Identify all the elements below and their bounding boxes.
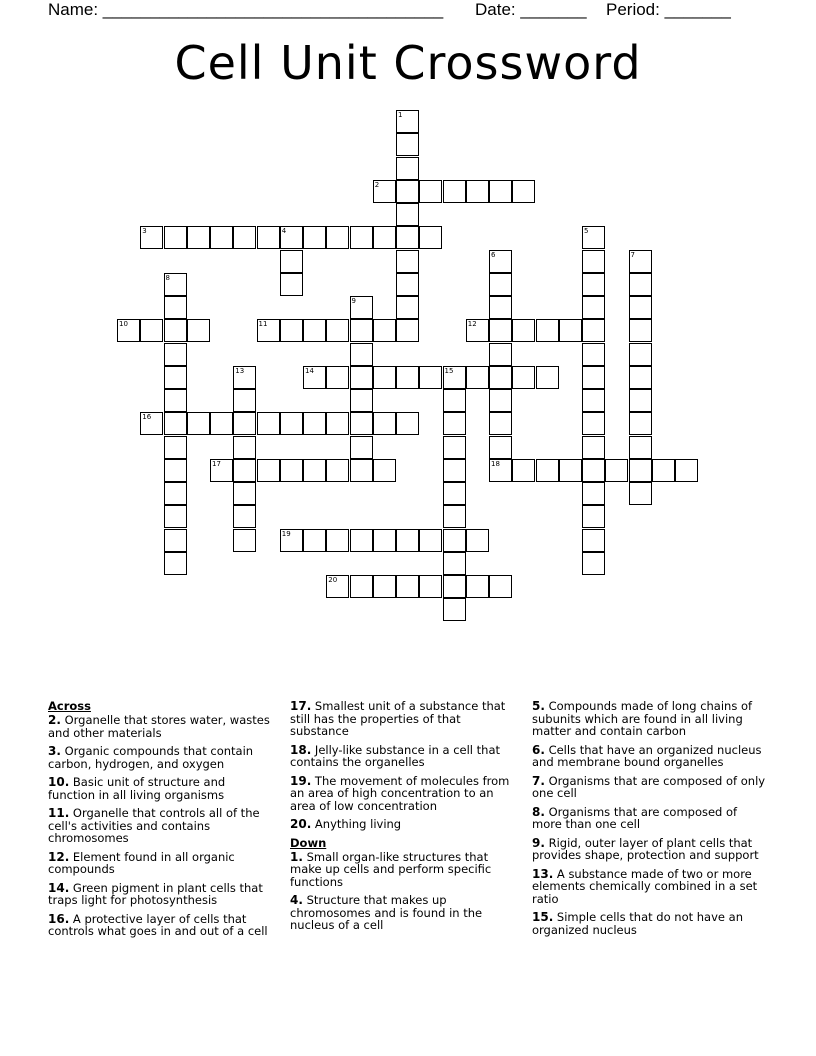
grid-cell[interactable] — [536, 459, 559, 482]
grid-cell[interactable] — [396, 110, 419, 133]
grid-cell[interactable] — [419, 529, 442, 552]
down-clue-list — [290, 851, 518, 932]
grid-cell[interactable] — [396, 273, 419, 296]
clue-text: Cells that have an organized nucleus and membrane bound organelles — [532, 742, 762, 769]
clue-item — [532, 911, 770, 936]
grid-cell[interactable] — [629, 412, 652, 435]
grid-cell[interactable] — [280, 459, 303, 482]
clue-text: Organisms that are composed of more than one cell — [532, 804, 738, 831]
grid-cell[interactable] — [629, 343, 652, 366]
clue-number: 9. — [532, 835, 545, 850]
clue-number: 1. — [290, 849, 303, 864]
across-clue-list-continued — [290, 700, 518, 831]
clue-text: Organelle that stores water, wastes and other materials — [48, 713, 270, 740]
grid-cell[interactable] — [140, 226, 163, 249]
grid-cell[interactable] — [373, 529, 396, 552]
grid-cell[interactable] — [629, 459, 652, 482]
grid-cell[interactable] — [233, 482, 256, 505]
grid-cell[interactable] — [443, 436, 466, 459]
clues-column-1 — [48, 700, 273, 944]
grid-cell[interactable] — [303, 319, 326, 342]
grid-cell[interactable] — [489, 459, 512, 482]
grid-cell[interactable] — [489, 343, 512, 366]
clue-number: 11. — [48, 806, 70, 820]
clue-text: Organisms that are composed of only one cell — [532, 773, 766, 800]
clue-number-label: 16 — [142, 413, 152, 422]
across-clue-list — [48, 714, 273, 938]
grid-cell[interactable] — [164, 482, 187, 505]
grid-cell[interactable] — [140, 412, 163, 435]
clue-number: 18. — [290, 742, 312, 757]
grid-cell[interactable] — [350, 389, 373, 412]
clue-item — [532, 775, 770, 800]
grid-cell[interactable] — [582, 343, 605, 366]
grid-cell[interactable] — [396, 296, 419, 319]
grid-cell[interactable] — [489, 575, 512, 598]
grid-cell[interactable] — [629, 366, 652, 389]
grid-cell[interactable] — [419, 366, 442, 389]
clue-number-label: 11 — [258, 320, 268, 329]
clue-number: 6. — [532, 742, 545, 757]
grid-cell[interactable] — [582, 482, 605, 505]
clue-item — [290, 894, 518, 932]
across-heading: Across — [48, 699, 91, 713]
grid-cell[interactable] — [466, 366, 489, 389]
clue-item — [532, 744, 770, 769]
clue-item — [48, 913, 273, 938]
clue-number: 15. — [532, 910, 554, 924]
grid-cell[interactable] — [280, 273, 303, 296]
clue-text: Smallest unit of a substance that still has the properties of that substance — [290, 699, 506, 738]
grid-cell[interactable] — [326, 412, 349, 435]
grid-cell[interactable] — [629, 296, 652, 319]
grid-cell[interactable] — [350, 366, 373, 389]
clue-number: 12. — [48, 849, 70, 864]
grid-cell[interactable] — [466, 575, 489, 598]
grid-cell[interactable] — [164, 273, 187, 296]
grid-cell[interactable] — [582, 389, 605, 412]
grid-cell[interactable] — [164, 226, 187, 249]
grid-cell[interactable] — [396, 366, 419, 389]
grid-cell[interactable] — [629, 319, 652, 342]
grid-cell[interactable] — [559, 319, 582, 342]
grid-cell[interactable] — [350, 226, 373, 249]
grid-cell[interactable] — [303, 459, 326, 482]
grid-cell[interactable] — [396, 157, 419, 180]
grid-cell[interactable] — [443, 575, 466, 598]
clue-text: A protective layer of cells that controls what goes in and out of a cell — [48, 911, 268, 938]
clue-number-label: 13 — [235, 366, 245, 375]
clue-number-label: 5 — [584, 227, 589, 236]
grid-cell[interactable] — [582, 273, 605, 296]
clue-number-label: 15 — [444, 366, 454, 375]
grid-cell[interactable] — [489, 273, 512, 296]
clue-number: 20. — [290, 817, 312, 831]
grid-cell[interactable] — [443, 389, 466, 412]
clue-text: Green pigment in plant cells that traps light for photosynthesis — [48, 880, 263, 907]
clue-number-label: 3 — [142, 227, 147, 236]
grid-cell[interactable] — [164, 459, 187, 482]
clue-item — [290, 700, 518, 738]
clue-number-label: 12 — [467, 320, 477, 329]
grid-cell[interactable] — [350, 459, 373, 482]
clue-item — [48, 851, 273, 876]
grid-cell[interactable] — [233, 366, 256, 389]
grid-cell[interactable] — [280, 250, 303, 273]
grid-cell[interactable] — [396, 575, 419, 598]
clue-item — [290, 775, 518, 813]
clue-number-label: 17 — [212, 459, 221, 468]
grid-cell[interactable] — [443, 180, 466, 203]
grid-cell[interactable] — [675, 459, 698, 482]
grid-cell[interactable] — [303, 366, 326, 389]
grid-cell[interactable] — [396, 412, 419, 435]
clue-text: Simple cells that do not have an organized nucleus — [532, 910, 743, 937]
grid-cell[interactable] — [350, 529, 373, 552]
grid-cell[interactable] — [164, 552, 187, 575]
grid-cell[interactable] — [233, 226, 256, 249]
grid-cell[interactable] — [280, 529, 303, 552]
grid-cell[interactable] — [373, 459, 396, 482]
clue-item — [48, 745, 273, 770]
clue-number: 14. — [48, 880, 70, 895]
grid-cell[interactable] — [396, 226, 419, 249]
clue-text: Anything living — [311, 817, 402, 831]
grid-cell[interactable] — [466, 319, 489, 342]
grid-cell[interactable] — [489, 366, 512, 389]
grid-cell[interactable] — [443, 482, 466, 505]
grid-cell[interactable] — [559, 459, 582, 482]
grid-cell[interactable] — [210, 226, 233, 249]
clue-text: Basic unit of structure and function in all living organisms — [48, 775, 226, 802]
grid-cell[interactable] — [489, 296, 512, 319]
grid-cell[interactable] — [466, 529, 489, 552]
clue-text: Organic compounds that contain carbon, hydrogen, and oxygen — [48, 744, 254, 771]
grid-cell[interactable] — [629, 482, 652, 505]
grid-cell[interactable] — [396, 250, 419, 273]
grid-cell[interactable] — [582, 459, 605, 482]
clue-number-label: 19 — [281, 529, 291, 538]
grid-cell[interactable] — [536, 366, 559, 389]
grid-cell[interactable] — [187, 412, 210, 435]
grid-cell[interactable] — [257, 226, 280, 249]
grid-cell[interactable] — [233, 529, 256, 552]
grid-cell[interactable] — [280, 226, 303, 249]
clue-item — [48, 807, 273, 845]
clue-number-label: 10 — [119, 320, 128, 329]
clue-text: Organelle that controls all of the cell's activities and contains chromosomes — [48, 806, 260, 845]
grid-cell[interactable] — [443, 529, 466, 552]
grid-cell[interactable] — [257, 459, 280, 482]
grid-cell[interactable] — [489, 412, 512, 435]
clue-item — [532, 700, 770, 738]
grid-cell[interactable] — [396, 180, 419, 203]
clue-text: Jelly-like substance in a cell that contains the organelles — [290, 742, 501, 769]
grid-cell[interactable] — [629, 436, 652, 459]
clue-number: 13. — [532, 866, 554, 881]
grid-cell[interactable] — [443, 366, 466, 389]
grid-cell[interactable] — [350, 319, 373, 342]
grid-cell[interactable] — [326, 459, 349, 482]
grid-cell[interactable] — [489, 319, 512, 342]
clue-item — [48, 714, 273, 739]
grid-cell[interactable] — [396, 529, 419, 552]
grid-cell[interactable] — [582, 436, 605, 459]
clue-number-label: 8 — [165, 273, 170, 282]
grid-cell[interactable] — [629, 273, 652, 296]
clue-number: 10. — [48, 775, 70, 789]
grid-cell[interactable] — [629, 250, 652, 273]
clue-number: 8. — [532, 804, 545, 819]
clue-text: Compounds made of long chains of subunits which are found in all living matter and contain carbon — [532, 699, 753, 738]
clue-text: Element found in all organic compounds — [48, 849, 235, 876]
clue-number-label: 6 — [491, 250, 496, 259]
grid-cell[interactable] — [326, 319, 349, 342]
grid-cell[interactable] — [419, 180, 442, 203]
clue-text: The movement of molecules from an area of high concentration to an area of low concentration — [290, 773, 510, 813]
clue-text: Rigid, outer layer of plant cells that provides shape, protection and support — [532, 835, 759, 862]
grid-cell[interactable] — [326, 575, 349, 598]
grid-cell[interactable] — [233, 459, 256, 482]
clue-number-label: 7 — [630, 250, 635, 259]
grid-cell[interactable] — [582, 412, 605, 435]
clue-number: 19. — [290, 773, 312, 788]
grid-cell[interactable] — [233, 436, 256, 459]
date-field-label: Date: _______ — [475, 0, 587, 19]
clue-number-label: 18 — [491, 459, 500, 468]
grid-cell[interactable] — [280, 319, 303, 342]
grid-cell[interactable] — [582, 529, 605, 552]
grid-cell[interactable] — [443, 505, 466, 528]
clue-item — [532, 837, 770, 862]
grid-cell[interactable] — [164, 389, 187, 412]
grid-cell[interactable] — [326, 226, 349, 249]
clue-number: 4. — [290, 893, 303, 907]
grid-cell[interactable] — [443, 459, 466, 482]
grid-cell[interactable] — [512, 366, 535, 389]
clue-text: Small organ-like structures that make up cells and perform specific functions — [290, 849, 492, 889]
grid-cell[interactable] — [396, 319, 419, 342]
clue-item — [290, 851, 518, 889]
grid-cell[interactable] — [164, 529, 187, 552]
grid-cell[interactable] — [373, 575, 396, 598]
grid-cell[interactable] — [303, 412, 326, 435]
grid-cell[interactable] — [582, 366, 605, 389]
grid-cell[interactable] — [233, 412, 256, 435]
grid-cell[interactable] — [303, 226, 326, 249]
grid-cell[interactable] — [303, 529, 326, 552]
grid-cell[interactable] — [582, 552, 605, 575]
grid-cell[interactable] — [187, 319, 210, 342]
clue-item — [48, 882, 273, 907]
grid-cell[interactable] — [512, 180, 535, 203]
grid-cell[interactable] — [396, 133, 419, 156]
clue-number-label: 9 — [351, 297, 356, 305]
grid-cell[interactable] — [396, 203, 419, 226]
down-heading: Down — [290, 835, 327, 850]
clue-number-label: 2 — [374, 180, 380, 189]
grid-cell[interactable] — [419, 575, 442, 598]
grid-cell[interactable] — [164, 436, 187, 459]
grid-cell[interactable] — [443, 598, 466, 621]
clue-item — [532, 806, 770, 831]
clue-item — [290, 818, 518, 831]
grid-cell[interactable] — [373, 412, 396, 435]
grid-cell[interactable] — [373, 319, 396, 342]
grid-cell[interactable] — [117, 319, 140, 342]
grid-cell[interactable] — [350, 575, 373, 598]
grid-cell[interactable] — [164, 296, 187, 319]
grid-cell[interactable] — [164, 412, 187, 435]
grid-cell[interactable] — [187, 226, 210, 249]
grid-cell[interactable] — [605, 459, 628, 482]
grid-cell[interactable] — [373, 226, 396, 249]
clue-item — [48, 776, 273, 801]
grid-cell[interactable] — [210, 412, 233, 435]
clue-number-label: 20 — [328, 576, 338, 584]
name-field-label: Name: ____________________________________ — [48, 0, 444, 19]
grid-cell[interactable] — [512, 319, 535, 342]
clue-number: 5. — [532, 699, 545, 713]
grid-cell[interactable] — [582, 250, 605, 273]
clue-item — [290, 744, 518, 769]
grid-cell[interactable] — [443, 552, 466, 575]
grid-cell[interactable] — [373, 180, 396, 203]
clue-number-label: 1 — [398, 111, 403, 119]
clue-number: 16. — [48, 911, 70, 926]
grid-cell[interactable] — [652, 459, 675, 482]
grid-cell[interactable] — [629, 389, 652, 412]
grid-cell[interactable] — [373, 366, 396, 389]
grid-cell[interactable] — [489, 180, 512, 203]
grid-cell[interactable] — [582, 319, 605, 342]
grid-cell[interactable] — [233, 389, 256, 412]
grid-cell[interactable] — [140, 319, 163, 342]
clue-number: 7. — [532, 773, 545, 788]
grid-cell[interactable] — [164, 319, 187, 342]
grid-cell[interactable] — [257, 412, 280, 435]
down-clue-list-continued — [532, 700, 770, 936]
grid-cell[interactable] — [582, 226, 605, 249]
clue-number-label: 4 — [281, 227, 287, 236]
grid-cell[interactable] — [489, 250, 512, 273]
clue-number: 17. — [290, 699, 312, 713]
grid-cell[interactable] — [350, 296, 373, 319]
grid-cell[interactable] — [164, 343, 187, 366]
grid-cell[interactable] — [350, 343, 373, 366]
grid-cell[interactable] — [257, 319, 280, 342]
grid-cell[interactable] — [233, 505, 256, 528]
grid-cell[interactable] — [326, 366, 349, 389]
grid-cell[interactable] — [326, 529, 349, 552]
grid-cell[interactable] — [443, 412, 466, 435]
period-field-label: Period: _______ — [606, 0, 731, 19]
grid-cell[interactable] — [536, 319, 559, 342]
grid-cell[interactable] — [512, 459, 535, 482]
grid-cell[interactable] — [582, 296, 605, 319]
clue-number-label: 14 — [305, 366, 314, 375]
grid-cell[interactable] — [582, 505, 605, 528]
grid-cell[interactable] — [350, 412, 373, 435]
grid-cell[interactable] — [489, 389, 512, 412]
grid-cell[interactable] — [350, 436, 373, 459]
clues-column-2 — [290, 700, 518, 938]
page-title: Cell Unit Crossword — [174, 36, 642, 90]
clue-text: Structure that makes up chromosomes and is found in the nucleus of a cell — [290, 893, 483, 932]
grid-cell[interactable] — [210, 459, 233, 482]
clue-number: 2. — [48, 713, 61, 727]
clue-item — [532, 868, 770, 906]
grid-cell[interactable] — [164, 505, 187, 528]
grid-cell[interactable] — [280, 412, 303, 435]
grid-cell[interactable] — [419, 226, 442, 249]
clue-number: 3. — [48, 744, 61, 758]
grid-cell[interactable] — [466, 180, 489, 203]
grid-cell[interactable] — [489, 436, 512, 459]
clue-text: A substance made of two or more elements chemically combined in a set ratio — [532, 866, 758, 906]
grid-cell[interactable] — [164, 366, 187, 389]
clues-column-3 — [532, 700, 770, 942]
